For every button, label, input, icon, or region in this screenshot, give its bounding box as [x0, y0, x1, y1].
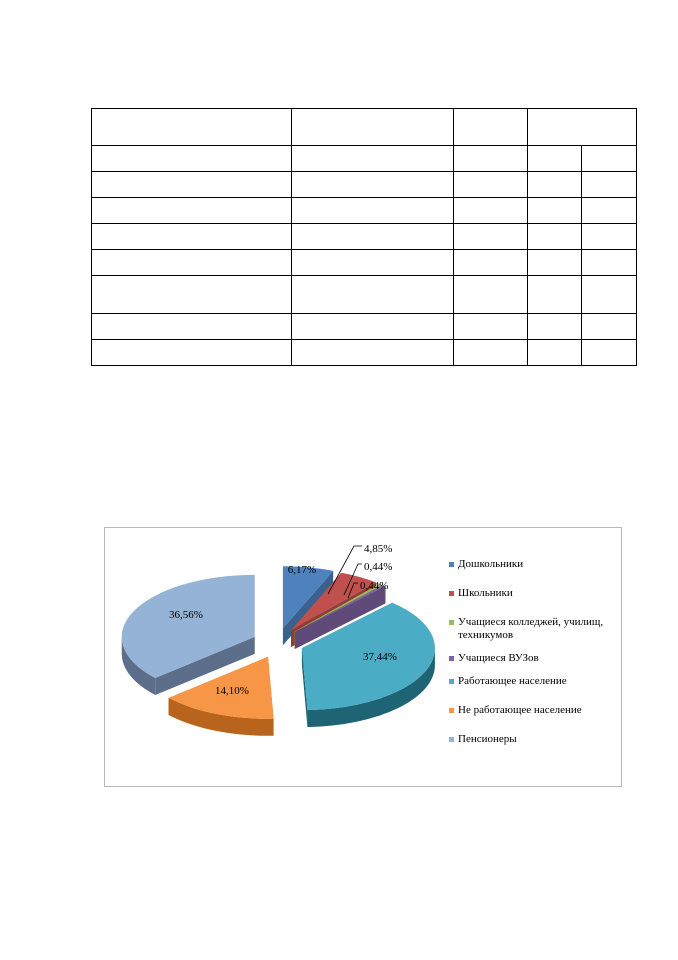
legend-item [449, 587, 626, 600]
data-label: 6,17% [287, 564, 317, 576]
legend-label: Школьники [458, 587, 513, 599]
data-label: 14,10% [215, 685, 249, 697]
legend-label: Дошкольники [458, 558, 524, 570]
legend-item [449, 652, 626, 665]
legend-swatch [449, 562, 454, 567]
legend-label: Учащиеся ВУЗов [458, 652, 539, 664]
legend-swatch [449, 737, 454, 742]
legend-item [449, 733, 626, 746]
legend-swatch [449, 620, 454, 625]
data-label: 37,44% [363, 651, 397, 663]
legend-label: Учащиеся колледжей, училищ, техникумов [458, 616, 604, 641]
slice-top [122, 575, 255, 678]
legend-label: Не работающее население [458, 704, 582, 716]
legend-item [449, 558, 626, 571]
legend-label: Работающее население [458, 675, 567, 687]
legend-label: Пенсионеры [458, 733, 517, 745]
data-label: 4,85% [364, 543, 393, 555]
data-label: 0,44% [360, 580, 389, 592]
legend-swatch [449, 591, 454, 596]
data-label: 0,44% [364, 561, 393, 573]
legend-item [449, 616, 626, 642]
legend-swatch [449, 708, 454, 713]
legend-item [449, 675, 626, 688]
legend-item [449, 704, 626, 717]
legend-swatch [449, 679, 454, 684]
legend-swatch [449, 656, 454, 661]
data-label: 36,56% [169, 609, 203, 621]
